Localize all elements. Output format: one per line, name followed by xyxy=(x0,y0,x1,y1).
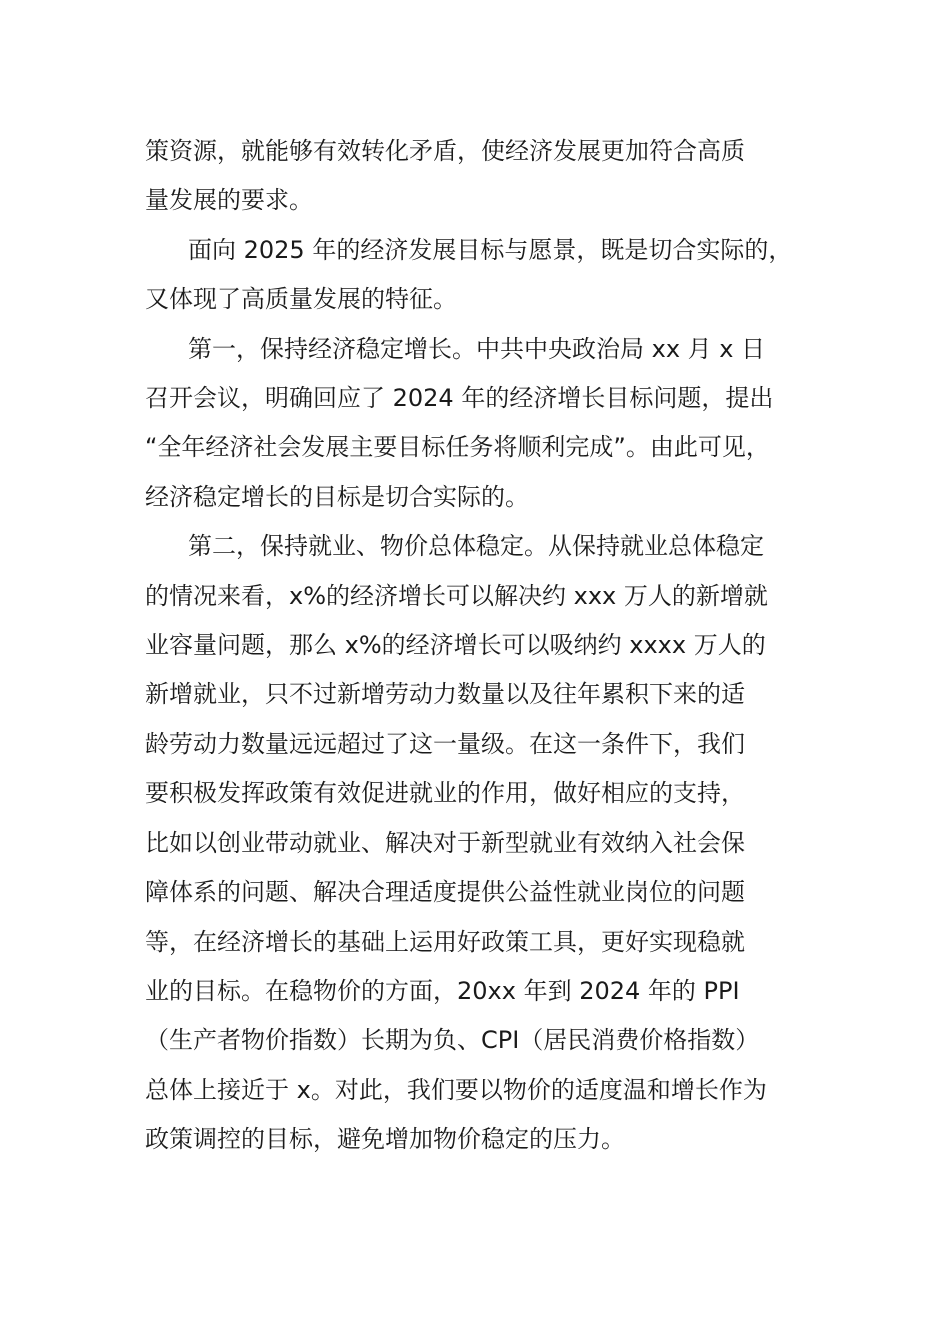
text-line: 要积极发挥政策有效促进就业的作用，做好相应的支持， xyxy=(145,779,745,808)
paragraph-3 xyxy=(145,325,825,523)
text-line: 策资源，就能够有效转化矛盾，使经济发展更加符合高质 xyxy=(145,137,745,165)
paragraph-1 xyxy=(145,127,825,226)
document-body xyxy=(145,127,825,1165)
text-line: （生产者物价指数）长期为负、CPI（居民消费价格指数） xyxy=(145,1026,760,1055)
text-line: “全年经济社会发展主要目标任务将顺利完成”。由此可见， xyxy=(145,433,770,462)
text-line: 比如以创业带动就业、解决对于新型就业有效纳入社会保 xyxy=(145,828,745,857)
text-line: 第二，保持就业、物价总体稳定。从保持就业总体稳定 xyxy=(188,532,764,561)
text-line: 新增就业，只不过新增劳动力数量以及往年累积下来的适 xyxy=(145,680,745,709)
text-line: 又体现了高质量发展的特征。 xyxy=(145,285,457,314)
text-line: 业的目标。在稳物价的方面，20xx 年到 2024 年的 PPI xyxy=(145,976,740,1005)
text-line: 经济稳定增长的目标是切合实际的。 xyxy=(145,482,529,511)
text-line: 量发展的要求。 xyxy=(145,186,313,215)
text-line: 龄劳动力数量远远超过了这一量级。在这一条件下，我们 xyxy=(145,729,745,758)
paragraph-4 xyxy=(145,522,825,1164)
text-line: 政策调控的目标，避免增加物价稳定的压力。 xyxy=(145,1125,625,1154)
text-line: 召开会议，明确回应了 2024 年的经济增长目标问题，提出 xyxy=(145,384,774,413)
text-line: 的情况来看，x%的经济增长可以解决约 xxx 万人的新增就 xyxy=(145,581,768,610)
text-line: 业容量问题，那么 x%的经济增长可以吸纳约 xxxx 万人的 xyxy=(145,631,766,660)
text-line: 障体系的问题、解决合理适度提供公益性就业岗位的问题 xyxy=(145,878,745,907)
text-line: 等，在经济增长的基础上运用好政策工具，更好实现稳就 xyxy=(145,927,745,956)
paragraph-2 xyxy=(145,226,825,325)
text-line: 第一，保持经济稳定增长。中共中央政治局 xx 月 x 日 xyxy=(188,334,766,363)
text-line: 总体上接近于 x。对此，我们要以物价的适度温和增长作为 xyxy=(145,1075,767,1104)
text-line: 面向 2025 年的经济发展目标与愿景，既是切合实际的， xyxy=(188,235,793,264)
